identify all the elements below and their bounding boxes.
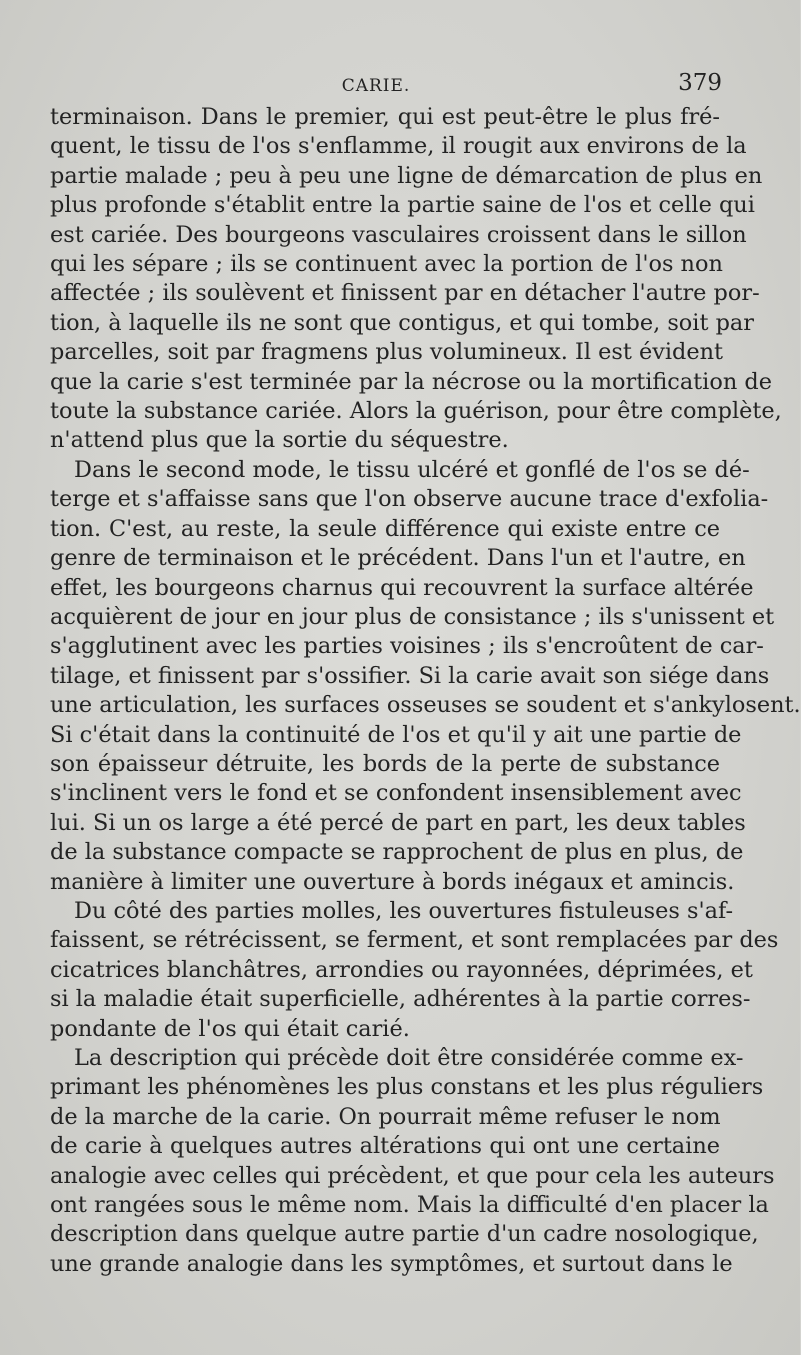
paragraph: [50, 103, 782, 456]
text-line: tion, à laquelle ils ne sont que contigus, et qui tombe, soit par: [50, 309, 754, 336]
paragraph: [50, 456, 801, 897]
text-line: une articulation, les surfaces osseuses se soudent et s'ankylosent.: [50, 692, 801, 719]
text-line: terge et s'affaisse sans que l'on observe aucune trace d'exfolia-: [50, 486, 769, 513]
text-line: effet, les bourgeons charnus qui recouvrent la surface altérée: [50, 574, 754, 601]
running-head: CARIE.: [341, 76, 411, 96]
page-number: 379: [678, 70, 722, 96]
text-line: manière à limiter une ouverture à bords inégaux et amincis.: [50, 868, 735, 895]
page-header: [0, 70, 800, 102]
text-line: lui. Si un os large a été percé de part en part, les deux tables: [50, 809, 746, 836]
text-line: genre de terminaison et le précédent. Dans l'un et l'autre, en: [50, 545, 746, 572]
text-line: s'inclinent vers le fond et se confondent insensiblement avec: [50, 780, 742, 807]
text-line: cicatrices blanchâtres, arrondies ou rayonnées, déprimées, et: [50, 956, 753, 983]
text-line: plus profonde s'établit entre la partie saine de l'os et celle qui: [50, 192, 755, 219]
text-line: Du côté des parties molles, les ouvertures fistuleuses s'af-: [74, 897, 734, 924]
text-line: faissent, se rétrécissent, se ferment, et sont remplacées par des: [50, 927, 779, 954]
text-line: description dans quelque autre partie d'un cadre nosologique,: [50, 1221, 759, 1248]
text-line: partie malade ; peu à peu une ligne de démarcation de plus en: [50, 162, 763, 189]
text-line: primant les phénomènes les plus constans et les plus réguliers: [50, 1074, 764, 1101]
text-line: ont rangées sous le même nom. Mais la difficulté d'en placer la: [50, 1192, 769, 1219]
text-line: analogie avec celles qui précèdent, et que pour cela les auteurs: [50, 1162, 775, 1189]
text-line: que la carie s'est terminée par la nécrose ou la mortification de: [50, 368, 772, 395]
text-line: de carie à quelques autres altérations qui ont une certaine: [50, 1133, 720, 1160]
text-line: pondante de l'os qui était carié.: [50, 1015, 410, 1042]
text-line: n'attend plus que la sortie du séquestre.: [50, 427, 509, 454]
text-line: une grande analogie dans les symptômes, et surtout dans le: [50, 1250, 733, 1277]
text-line: tilage, et finissent par s'ossifier. Si la carie avait son siége dans: [50, 662, 770, 689]
text-line: affectée ; ils soulèvent et finissent par en détacher l'autre por-: [50, 280, 760, 307]
text-line: acquièrent de jour en jour plus de consistance ; ils s'unissent et: [50, 603, 775, 630]
paragraph: [50, 897, 779, 1044]
text-line: Dans le second mode, le tissu ulcéré et gonflé de l'os se dé-: [74, 456, 750, 483]
text-line: La description qui précède doit être considérée comme ex-: [74, 1045, 744, 1071]
text-line: Si c'était dans la continuité de l'os et qu'il y ait une partie de: [50, 721, 742, 748]
text-line: qui les sépare ; ils se continuent avec la portion de l'os non: [50, 251, 723, 278]
text-line: quent, le tissu de l'os s'enflamme, il rougit aux environs de la: [50, 133, 747, 160]
text-line: s'agglutinent avec les parties voisines ; ils s'encroûtent de car-: [50, 633, 764, 660]
text-line: parcelles, soit par fragmens plus volumineux. Il est évident: [50, 339, 724, 366]
text-line: terminaison. Dans le premier, qui est peut-être le plus fré-: [50, 104, 720, 130]
text-line: si la maladie était superficielle, adhérentes à la partie corres-: [50, 986, 751, 1013]
paragraph: [50, 1044, 775, 1279]
body-text: [50, 103, 801, 1279]
text-line: de la marche de la carie. On pourrait même refuser le nom: [50, 1103, 721, 1130]
text-line: son épaisseur détruite, les bords de la perte de substance: [50, 750, 720, 777]
text-line: est cariée. Des bourgeons vasculaires croissent dans le sillon: [50, 221, 747, 248]
text-line: toute la substance cariée. Alors la guérison, pour être complète,: [50, 398, 782, 425]
text-line: de la substance compacte se rapprochent de plus en plus, de: [50, 839, 744, 866]
text-line: tion. C'est, au reste, la seule différence qui existe entre ce: [50, 515, 720, 542]
